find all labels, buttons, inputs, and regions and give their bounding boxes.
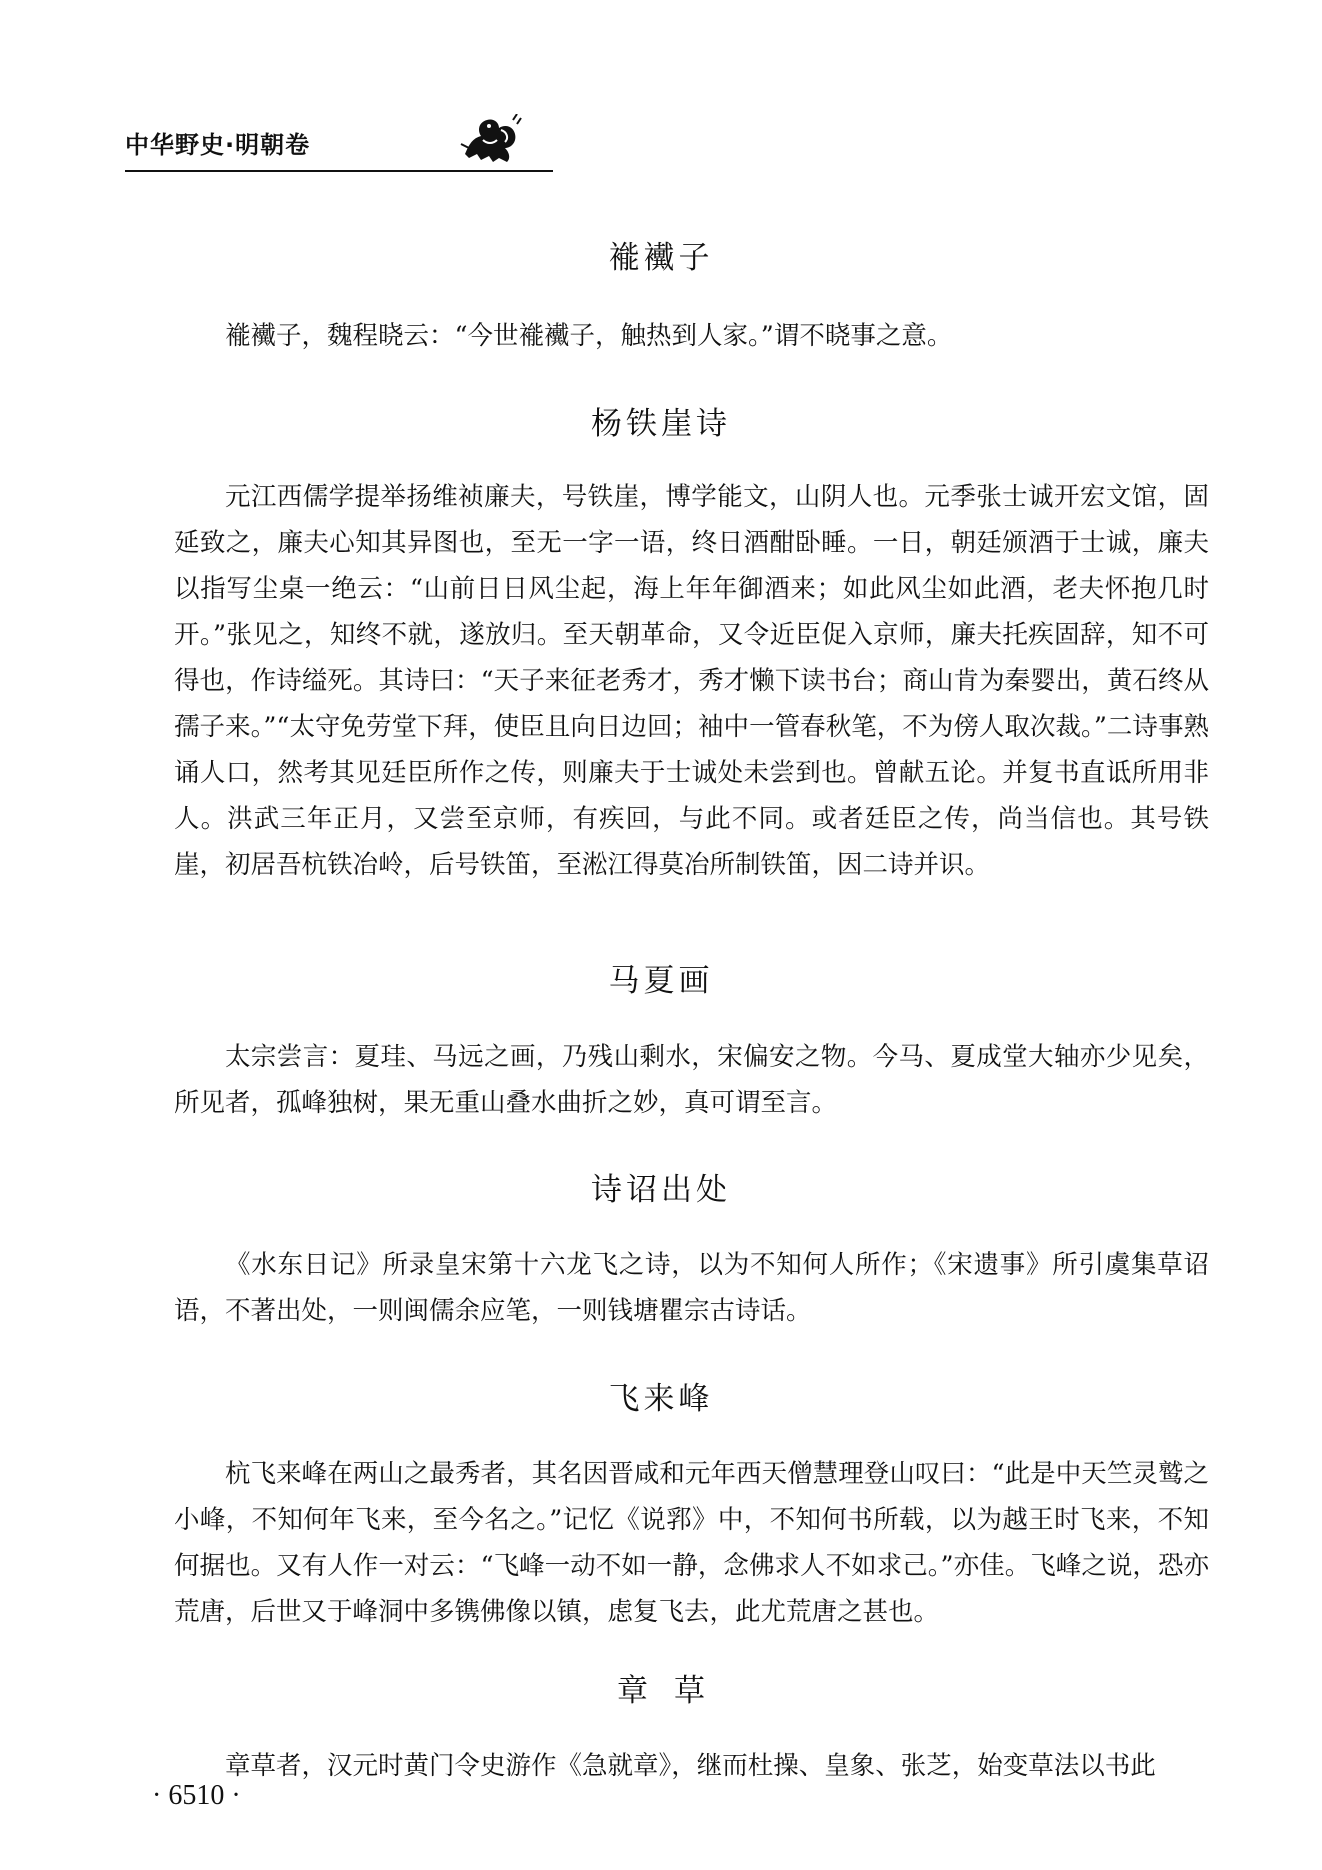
header-rule [125, 170, 553, 172]
page-number: · 6510 · [152, 1780, 241, 1811]
dragon-ornament-icon [459, 114, 523, 164]
section-paragraph: 褦襶子，魏程晓云：“今世褦襶子，触热到人家。”谓不晓事之意。 [225, 321, 953, 351]
section-paragraph: 章草者，汉元时黄门令史游作《急就章》，继而杜操、皇象、张芝，始变草法以书此 [225, 1751, 1156, 1781]
section-title: 飞来峰 [608, 1381, 714, 1417]
running-header [125, 120, 1205, 178]
section-title: 马夏画 [608, 963, 714, 999]
section-paragraph: 《水东日记》所录皇宋第十六龙飞之诗，以为不知何人所作；《宋遗事》所引虞集草诏语，不著出处，一则闽儒余应笔，一则钱塘瞿宗古诗话。 [174, 1250, 1209, 1326]
section-paragraph: 杭飞来峰在两山之最秀者，其名因晋咸和元年西天僧慧理登山叹曰：“此是中天竺灵鹫之小峰，不知何年飞来，至今名之。”记忆《说郛》中，不知何书所载，以为越王时飞来，不知何据也。又有人作一对云：“飞峰一动不如一静，念佛求人不如求己。”亦佳。飞峰之说，恐亦荒唐，后世又于峰洞中多镌佛像以镇，虑复飞去，此尤荒唐之甚也。 [174, 1459, 1209, 1627]
section-title: 褦襶子 [608, 240, 714, 276]
section-title: 杨铁崖诗 [591, 406, 731, 442]
section-paragraph: 元江西儒学提举扬维祯廉夫，号铁崖，博学能文，山阴人也。元季张士诚开宏文馆，固延致之，廉夫心知其异图也，至无一字一语，终日酒酣卧睡。一日，朝廷颁酒于士诚，廉夫以指写尘桌一绝云：“山前日日风尘起，海上年年御酒来；如此风尘如此酒，老夫怀抱几时开。”张见之，知终不就，遂放归。至天朝革命，又令近臣促入京师，廉夫托疾固辞，知不可得也，作诗缢死。其诗曰：“天子来征老秀才，秀才懒下读书台；商山肯为秦婴出，黄石终从孺子来。”“太守免劳堂下拜，使臣且向日边回；袖中一管春秋笔，不为傍人取次裁。”二诗事熟诵人口，然考其见廷臣所作之传，则廉夫于士诚处未尝到也。曾献五论。并复书直诋所用非人。洪武三年正月，又尝至京师，有疾回，与此不同。或者廷臣之传，尚当信也。其号铁崖，初居吾杭铁冶岭，后号铁笛，至淞江得莫冶所制铁笛，因二诗并识。 [174, 482, 1209, 880]
section-paragraph: 太宗尝言：夏珪、马远之画，乃残山剩水，宋偏安之物。今马、夏成堂大轴亦少见矣，所见者，孤峰独树，果无重山叠水曲折之妙，真可谓至言。 [174, 1042, 1209, 1118]
section-title: 章草 [617, 1673, 731, 1709]
book-title: 中华野史·明朝卷 [125, 131, 311, 159]
section-title: 诗诏出处 [591, 1172, 731, 1208]
